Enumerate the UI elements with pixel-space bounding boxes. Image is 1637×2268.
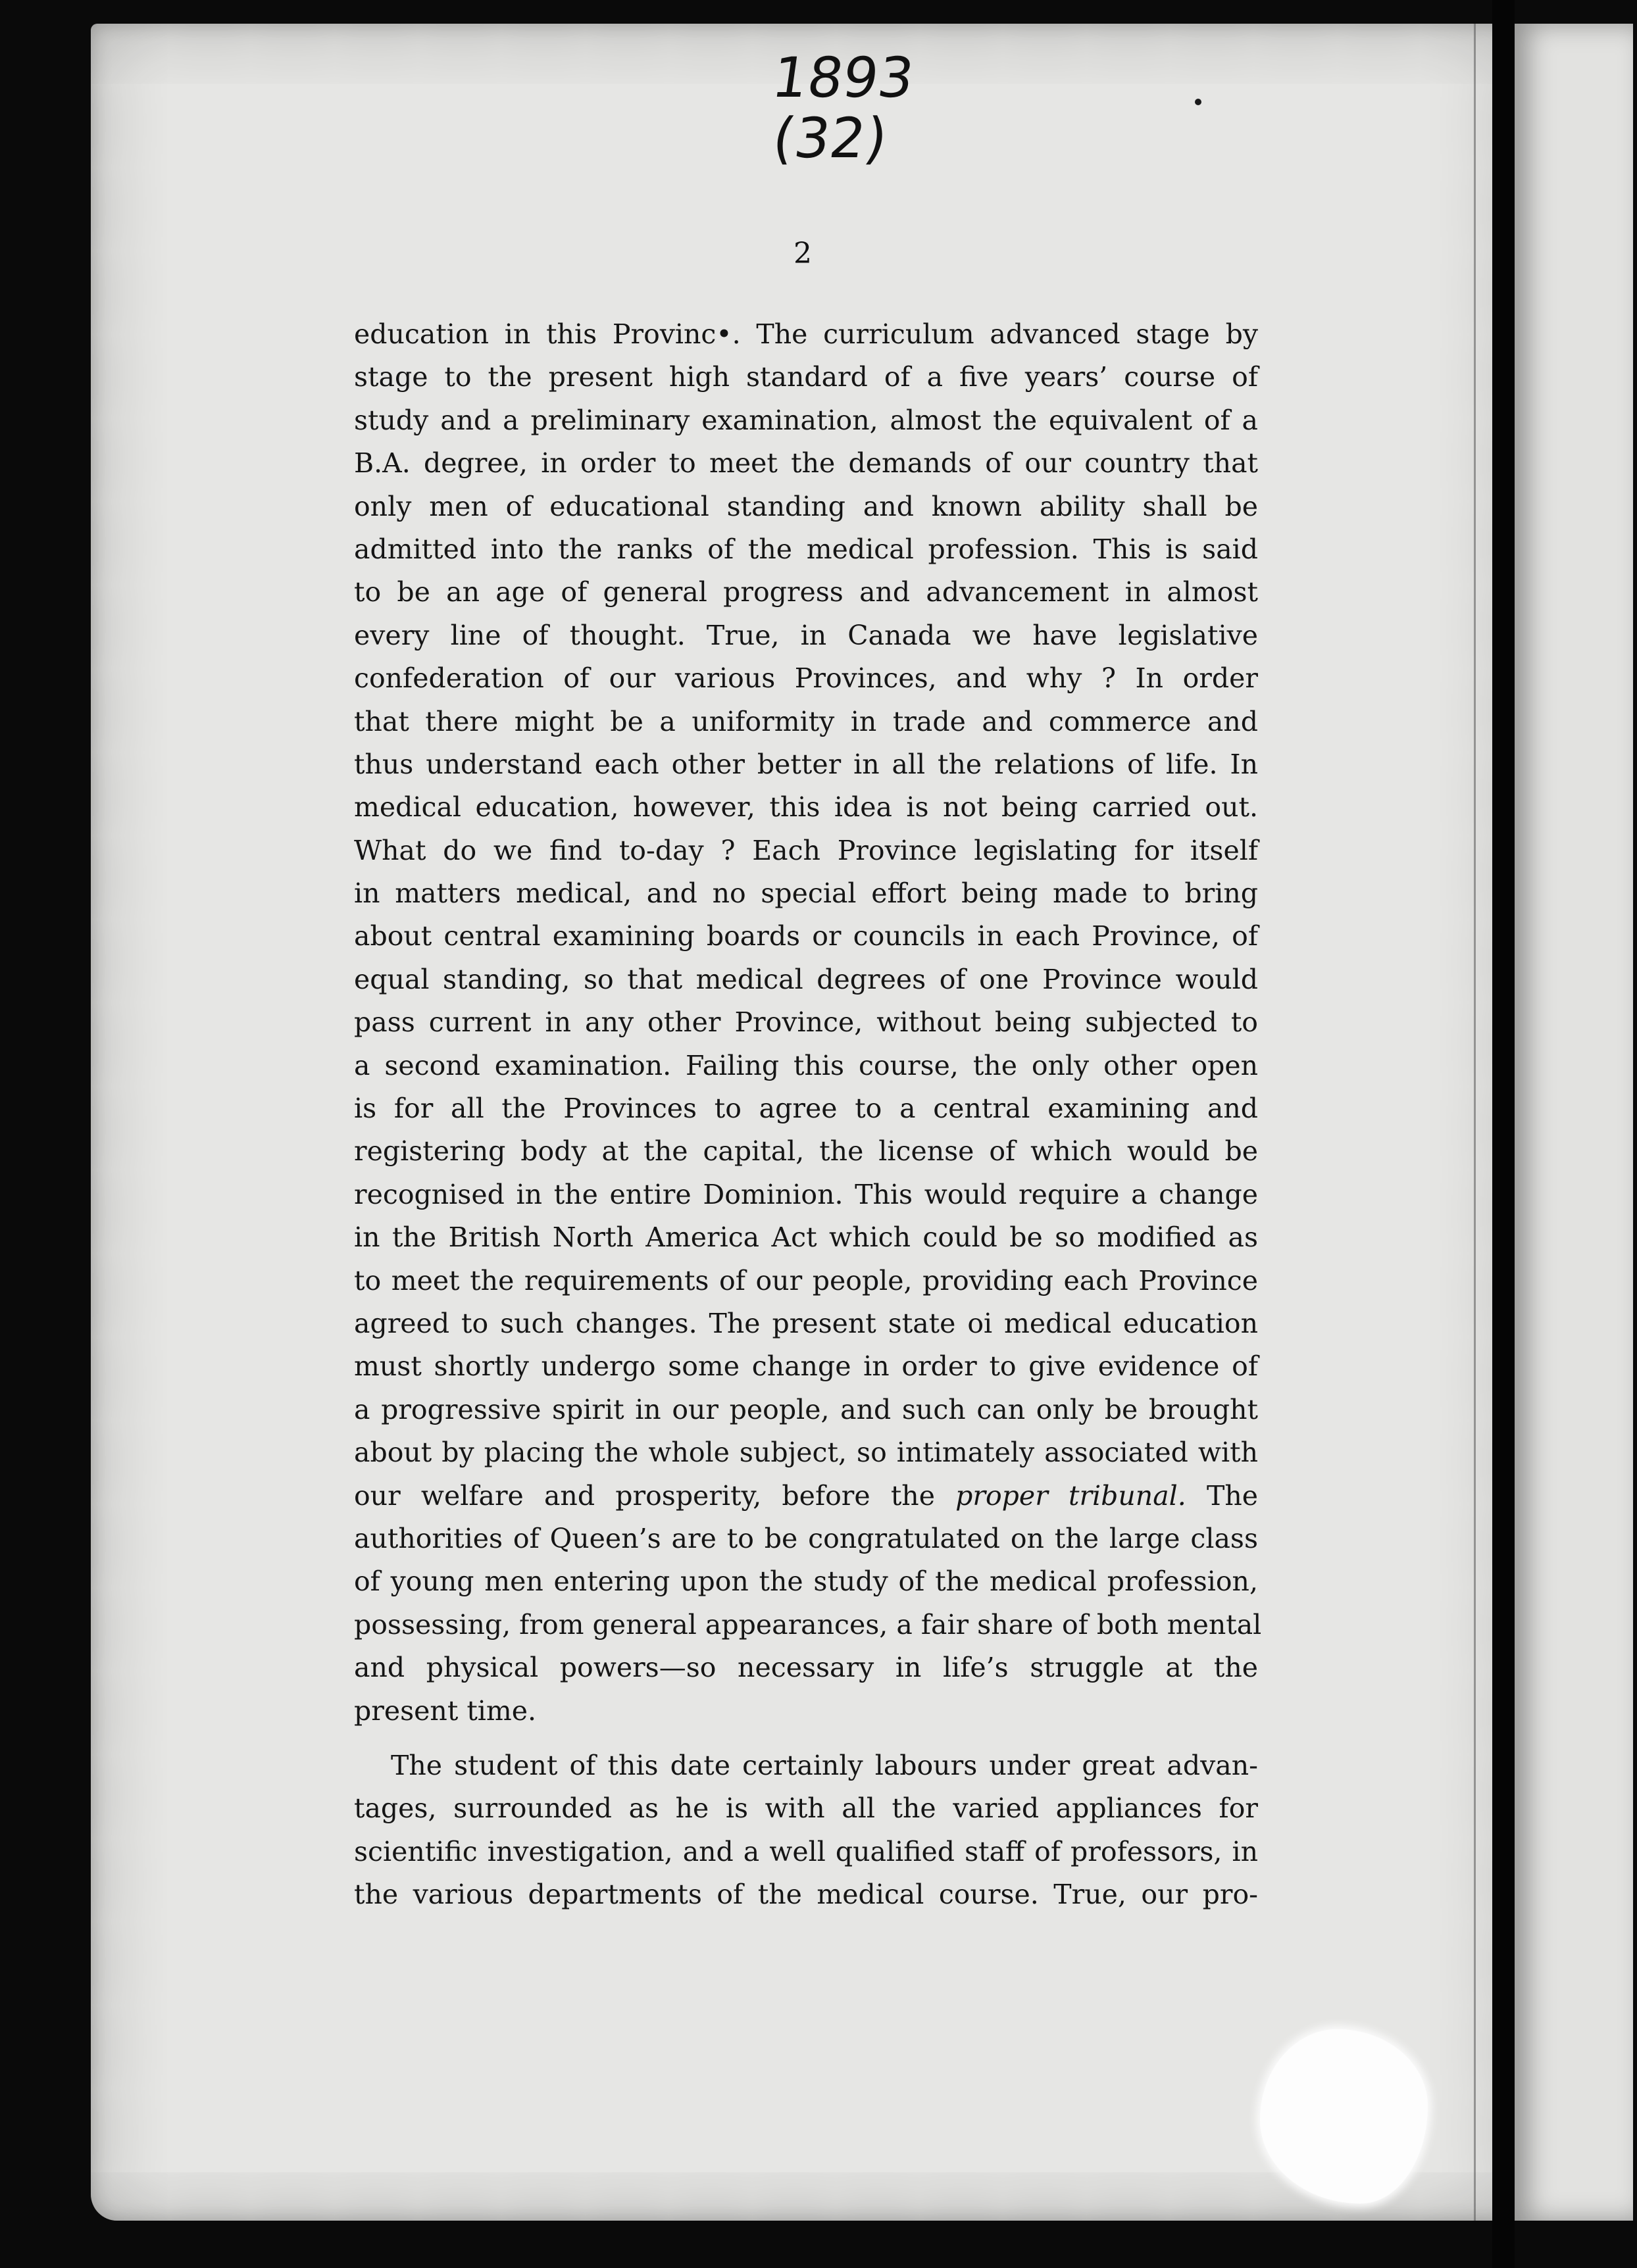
text-line: a second examination. Failing this course, the only other open (354, 1049, 1258, 1081)
text-line: about central examining boards or councils in each Province, of (354, 920, 1258, 952)
text-line: is for all the Provinces to agree to a central examining and (354, 1093, 1258, 1125)
page-fold-line (1474, 24, 1476, 2221)
text-run: our welfare and prosperity, before the (354, 1479, 956, 1512)
text-line: in matters medical, and no special effort being made to bring (354, 877, 1258, 910)
text-line: a progressive spirit in our people, and such can only be brought (354, 1393, 1258, 1425)
text-line: What do we find to-day ? Each Province legislating for itself (354, 834, 1258, 866)
text-line: registering body at the capital, the license of which would be (354, 1135, 1258, 1168)
text-line: present time. (354, 1694, 537, 1727)
text-line: confederation of our various Provinces, and why ? In order (354, 662, 1258, 695)
text-line: only men of educational standing and known ability shall be (354, 490, 1258, 522)
binding-gap (1492, 0, 1515, 2268)
text-line: scientific investigation, and a well qualified staff of professors, in (354, 1835, 1258, 1867)
paragraph-gap (354, 1733, 1258, 1744)
text-line: medical education, however, this idea is not being carried out. (354, 791, 1258, 824)
text-line: stage to the present high standard of a five years’ course of (354, 361, 1258, 393)
text-line: equal standing, so that medical degrees of one Province would (354, 963, 1258, 995)
text-line: and physical powers—so necessary in life’s struggle at the (354, 1652, 1258, 1684)
text-line: possessing, from general appearances, a fair share of both mental (354, 1608, 1262, 1640)
text-line: admitted into the ranks of the medical profession. This is said (354, 533, 1258, 565)
adjacent-page-edge (1515, 24, 1633, 2221)
text-line: to be an age of general progress and advancement in almost (354, 576, 1258, 608)
text-line: The student of this date certainly labours under great advan- (391, 1749, 1258, 1781)
text-line: study and a preliminary examination, almost the equivalent of a (354, 404, 1258, 436)
text-line: thus understand each other better in all the relations of life. In (354, 748, 1258, 780)
paragraph-1 (354, 313, 1262, 1733)
body-text (354, 313, 1262, 1916)
text-line: authorities of Queen’s are to be congratulated on the large class (354, 1522, 1258, 1554)
text-line: of young men entering upon the study of the medical profession, (354, 1565, 1258, 1598)
text-line: that there might be a uniformity in trade and commerce and (354, 705, 1258, 737)
text-line-italic (354, 1475, 1258, 1517)
text-line: agreed to such changes. The present state oi medical education (354, 1307, 1258, 1339)
text-line: the various departments of the medical course. True, our pro- (354, 1879, 1258, 1911)
italic-phrase: proper tribunal. (955, 1479, 1186, 1512)
text-line: recognised in the entire Dominion. This would require a change (354, 1178, 1258, 1210)
paragraph-2 (354, 1744, 1258, 1917)
annotation-number: (32) (768, 106, 892, 170)
text-line: B.A. degree, in order to meet the demands of our country that (354, 447, 1258, 480)
text-line: pass current in any other Province, without being subjected to (354, 1006, 1258, 1039)
ink-speck (1195, 99, 1201, 105)
handwritten-annotation (760, 45, 919, 170)
text-line: in the British North America Act which could be so modified as (354, 1221, 1258, 1254)
text-run: The (1186, 1479, 1258, 1512)
text-line: must shortly undergo some change in order to give evidence of (354, 1350, 1258, 1383)
text-line: education in this Provinc•. The curriculum advanced stage by (354, 318, 1258, 350)
text-line: to meet the requirements of our people, providing each Province (354, 1264, 1258, 1296)
text-line: about by placing the whole subject, so intimately associated with (354, 1437, 1258, 1469)
text-line: tages, surrounded as he is with all the varied appliances for (354, 1792, 1258, 1825)
annotation-year: 1893 (768, 45, 919, 110)
page-number: 2 (793, 237, 812, 270)
text-line: every line of thought. True, in Canada we have legislative (354, 619, 1258, 651)
